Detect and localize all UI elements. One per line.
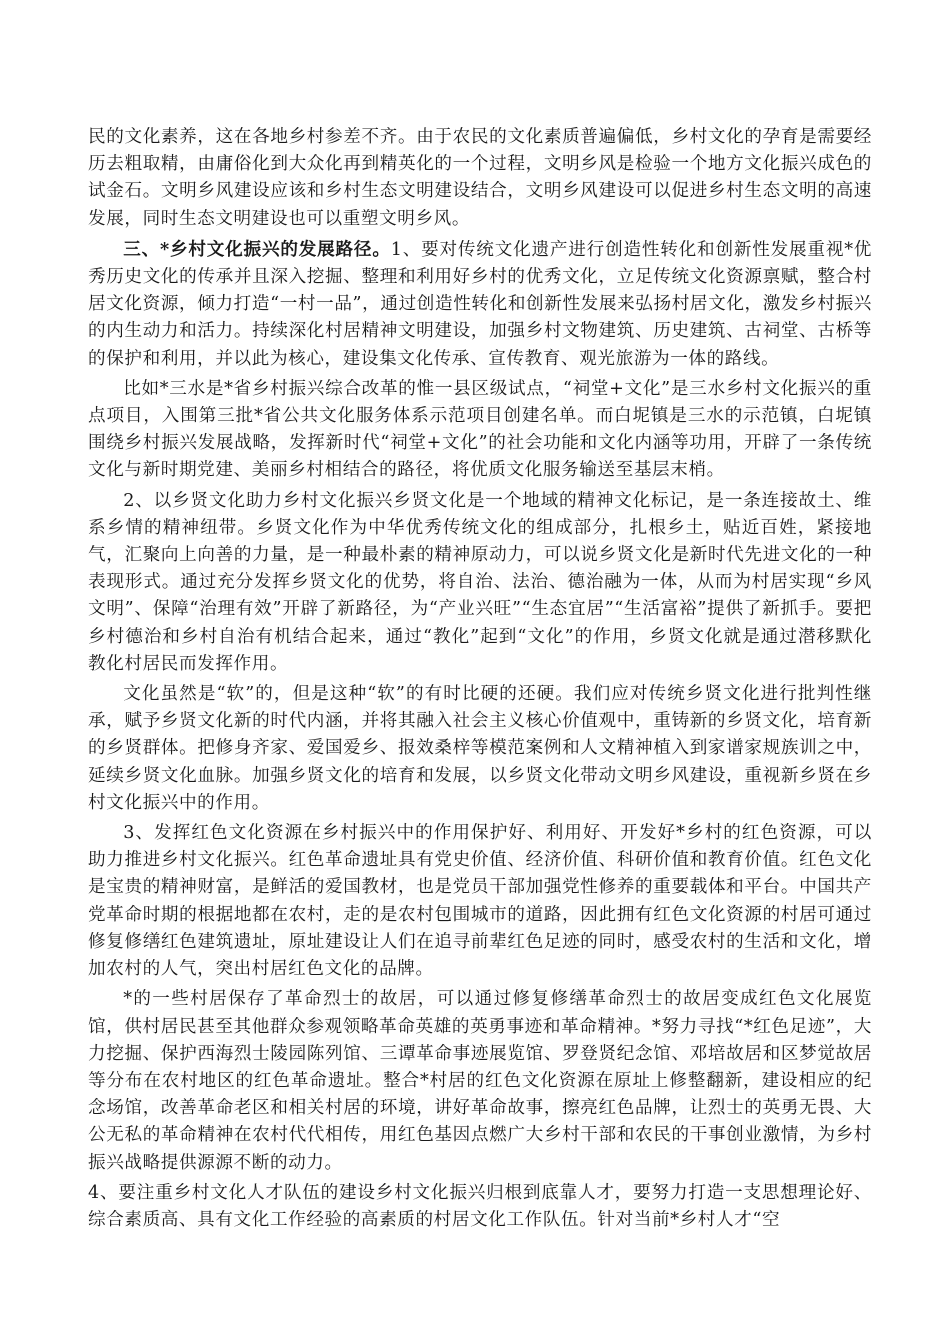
paragraph-6	[88, 986, 872, 1176]
section-three-heading: 三、*乡村文化振兴的发展路径。	[123, 238, 391, 260]
paragraph-4	[88, 681, 872, 817]
paragraph-3	[88, 488, 872, 678]
paragraph-5	[88, 820, 872, 983]
paragraph-7-text: 4、要注重乡村文化人才队伍的建设乡村文化振兴归根到底靠人才，要努力打造一支思想理论好、综合素质高、具有文化工作经验的高素质的村居文化工作队伍。针对当前*乡村人才“空	[88, 1182, 872, 1230]
paragraph-4-text: 文化虽然是“软”的，但是这种“软”的有时比硬的还硬。我们应对传统乡贤文化进行批判性继承，赋予乡贤文化新的时代内涵，并将其融入社会主义核心价值观中，重铸新的乡贤文化，培育新的乡贤群体。把修身齐家、爱国爱乡、报效桑梓等模范案例和人文精神植入到家谱家规族训之中，延续乡贤文化血脉。加强乡贤文化的培育和发展，以乡贤文化带动文明乡风建设，重视新乡贤在乡村文化振兴中的作用。	[88, 684, 872, 813]
paragraph-2-text: 比如*三水是*省乡村振兴综合改革的惟一县区级试点，“祠堂+文化”是三水乡村文化振兴的重点项目，入围第三批*省公共文化服务体系示范项目创建名单。而白坭镇是三水的示范镇，白坭镇围绕乡村振兴发展战略，发挥新时代“祠堂+文化”的社会功能和文化内涵等功用，开辟了一条传统文化与新时期党建、美丽乡村相结合的路径，将优质文化服务输送至基层末梢。	[88, 378, 872, 481]
paragraph-0-text: 民的文化素养，这在各地乡村参差不齐。由于农民的文化素质普遍偏低，乡村文化的孕育是需要经历去粗取精，由庸俗化到大众化再到精英化的一个过程，文明乡风是检验一个地方文化振兴成色的试金石。文明乡风建设应该和乡村生态文明建设结合，文明乡风建设可以促进乡村生态文明的高速发展，同时生态文明建设也可以重塑文明乡风。	[88, 127, 872, 229]
paragraph-5-text: 3、发挥红色文化资源在乡村振兴中的作用保护好、利用好、开发好*乡村的红色资源，可以助力推进乡村文化振兴。红色革命遗址具有党史价值、经济价值、科研价值和教育价值。红色文化是宝贵的精神财富，是鲜活的爱国教材，也是党员干部加强党性修养的重要载体和平台。中国共产党革命时期的根据地都在农村，走的是农村包围城市的道路，因此拥有红色文化资源的村居可通过修复修缮红色建筑遗址，原址建设让人们在追寻前辈红色足迹的同时，感受农村的生活和文化，增加农村的人气，突出村居红色文化的品牌。	[88, 823, 872, 980]
paragraph-3-text: 2、以乡贤文化助力乡村文化振兴乡贤文化是一个地域的精神文化标记，是一条连接故土、维系乡情的精神纽带。乡贤文化作为中华优秀传统文化的组成部分，扎根乡土，贴近百姓，紧接地气，汇聚向上向善的力量，是一种最朴素的精神原动力，可以说乡贤文化是新时代先进文化的一种表现形式。通过充分发挥乡贤文化的优势，将自治、法治、德治融为一体，从而为村居实现“乡风文明”、保障“治理有效”开辟了新路径，为“产业兴旺”“生态宜居”“生活富裕”提供了新抓手。要把乡村德治和乡村自治有机结合起来，通过“教化”起到“文化”的作用，乡贤文化就是通过潜移默化教化村居民而发挥作用。	[88, 490, 872, 674]
paragraph-1-text: 1、要对传统文化遗产进行创造性转化和创新性发展重视*优秀历史文化的传承并且深入挖掘、整理和利用好乡村的优秀文化，立足传统文化资源禀赋，整合村居文化资源，倾力打造“一村一品”，通过创造性转化和创新性发展来弘扬村居文化，激发乡村振兴的内生动力和活力。持续深化村居精神文明建设，加强乡村文物建筑、历史建筑、古祠堂、古桥等的保护和利用，并以此为核心，建设集文化传承、宣传教育、观光旅游为一体的路线。	[88, 239, 873, 369]
paragraph-7	[88, 1180, 872, 1234]
paragraph-6-text: *的一些村居保存了革命烈士的故居，可以通过修复修缮革命烈士的故居变成红色文化展览馆，供村居民甚至其他群众参观领略革命英雄的英勇事迹和革命精神。*努力寻找“*红色足迹”，大力挖掘、保护西海烈士陵园陈列馆、三谭革命事迹展览馆、罗登贤纪念馆、邓培故居和区梦觉故居等分布在农村地区的红色革命遗址。整合*村居的红色文化资源在原址上修整翻新，建设相应的纪念场馆，改善革命老区和相关村居的环境，讲好革命故事，擦亮红色品牌，让烈士的英勇无畏、大公无私的革命精神在农村代代相传，用红色基因点燃广大乡村干部和农民的干事创业激情，为乡村振兴战略提供源源不断的动力。	[88, 989, 872, 1173]
paragraph-2	[88, 376, 872, 485]
section-three-paragraph	[88, 236, 872, 373]
document-body	[88, 124, 872, 1237]
paragraph-0	[88, 124, 872, 233]
